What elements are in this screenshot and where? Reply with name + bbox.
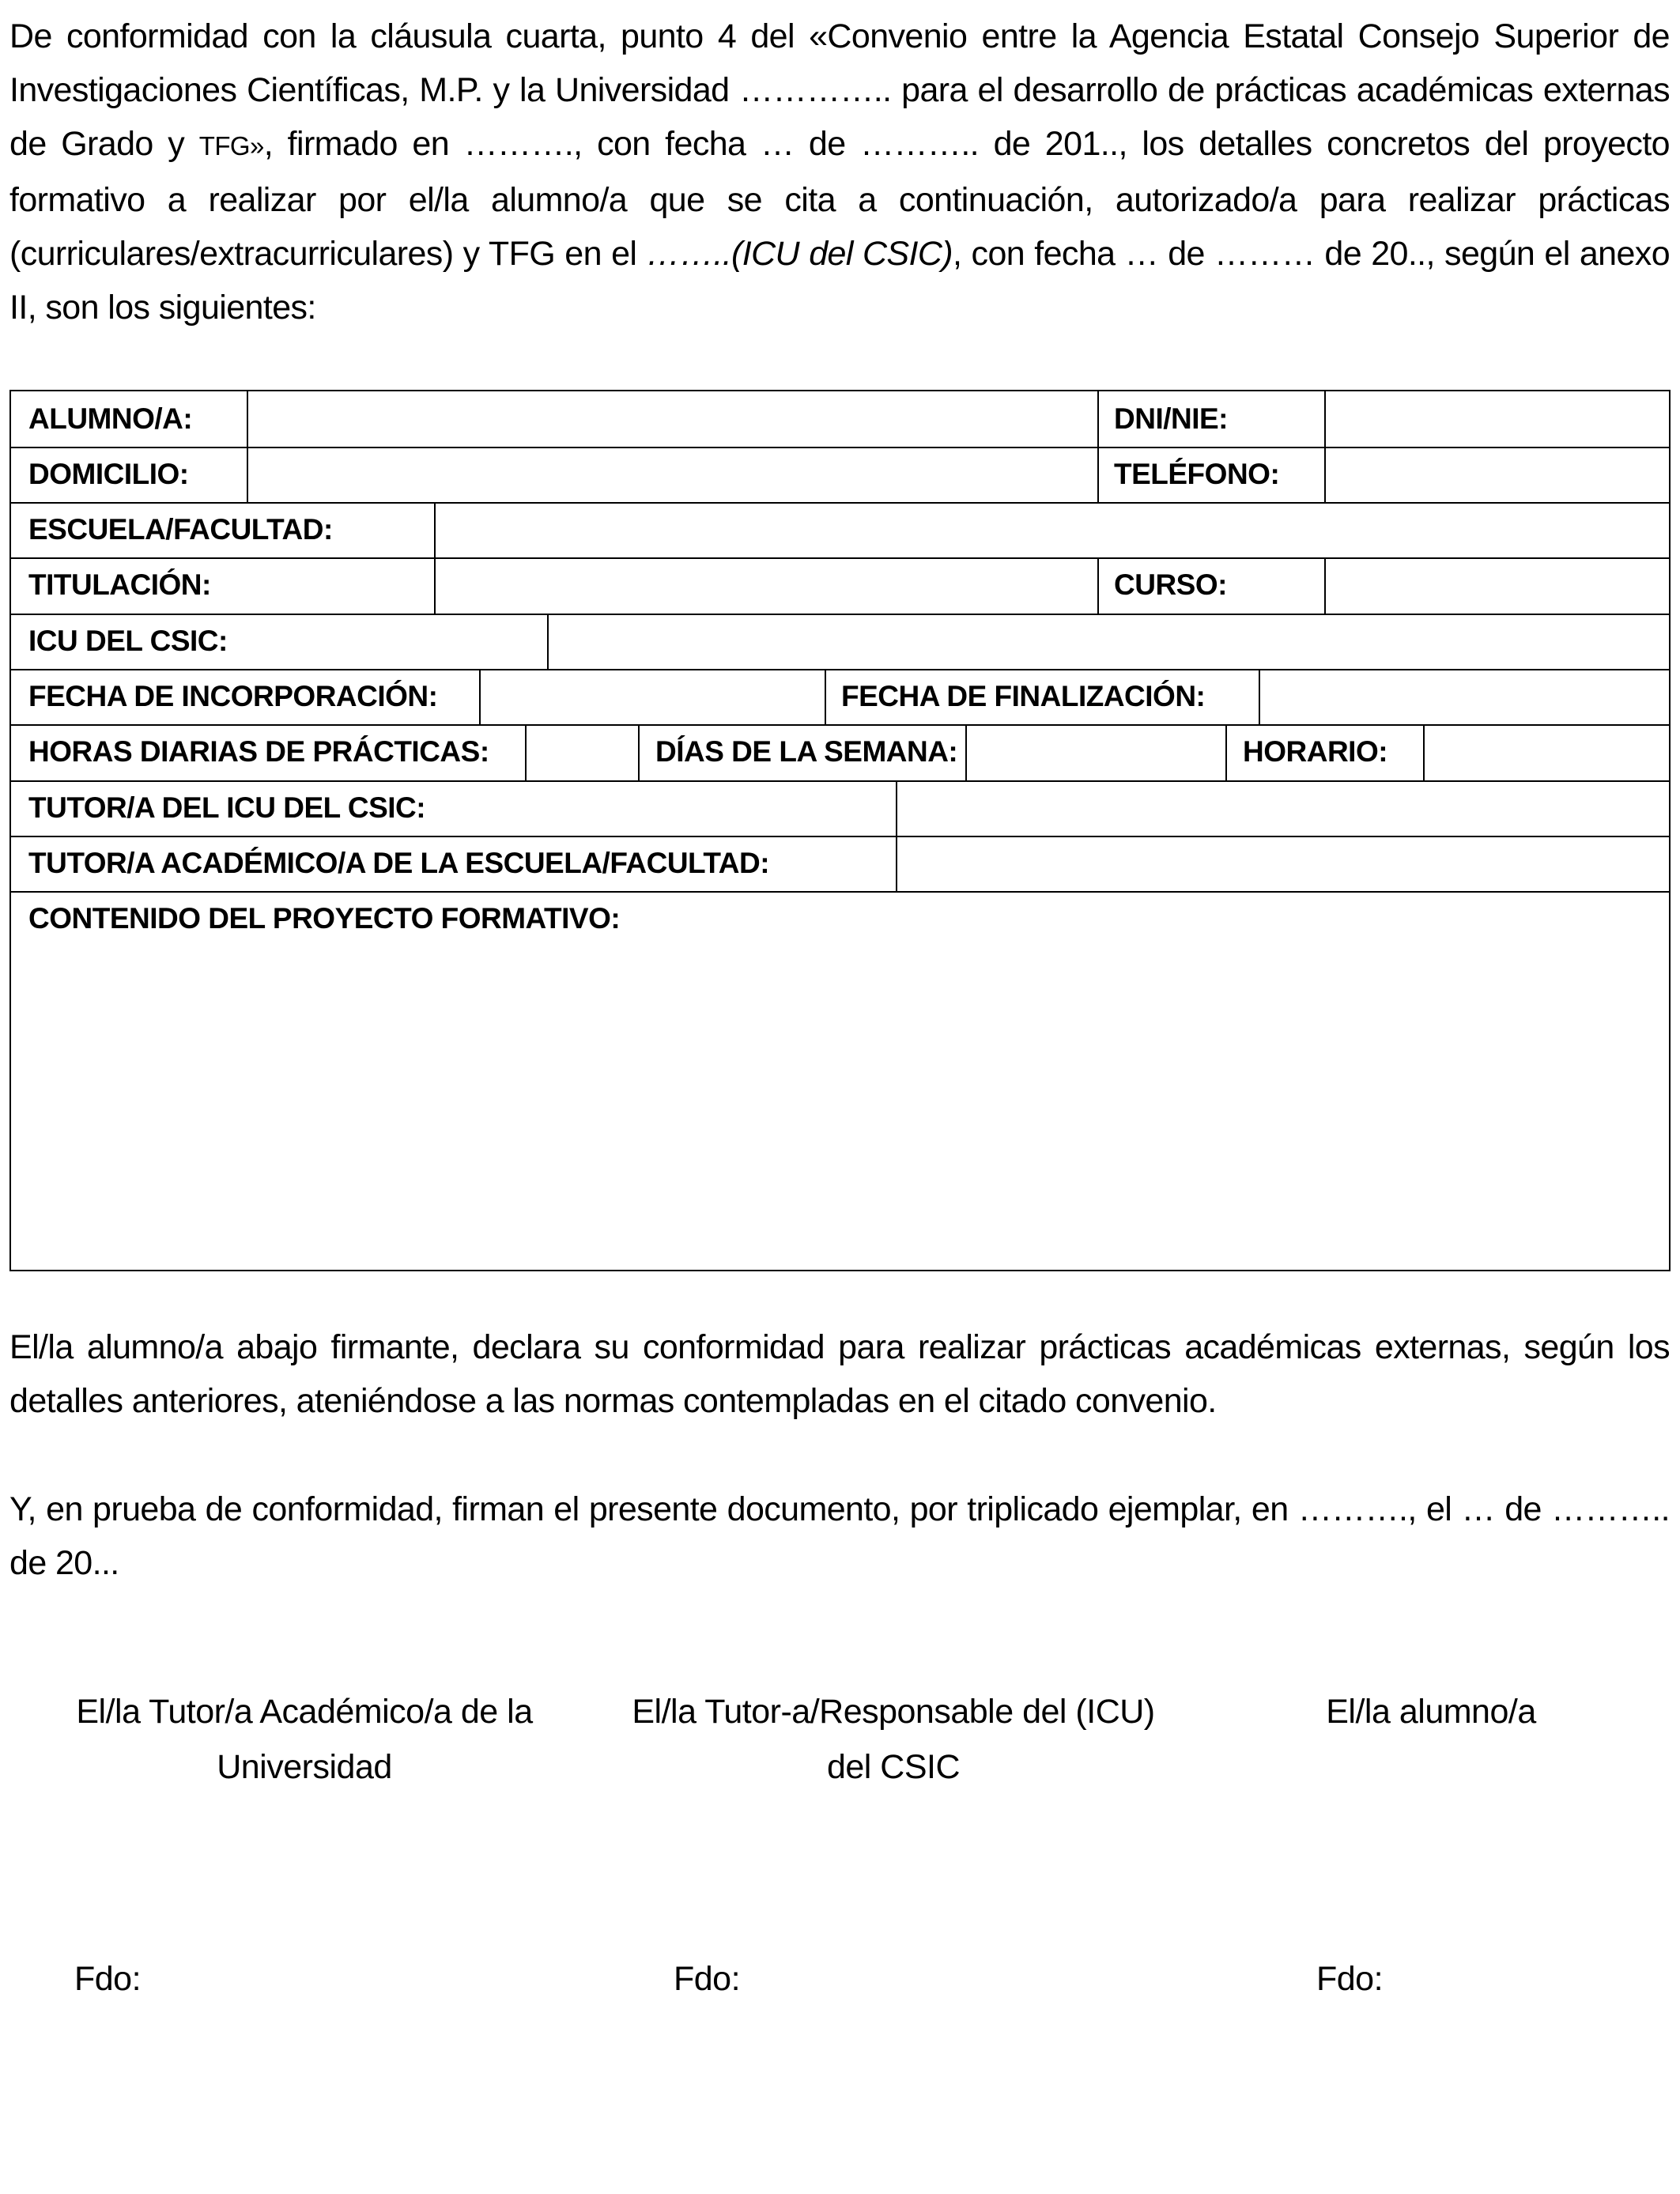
signature-alumno [1265,1684,1597,1739]
telefono-field[interactable] [1326,448,1669,500]
label-alumno: ALUMNO/A: [28,402,193,435]
label-contenido: CONTENIDO DEL PROYECTO FORMATIVO: [28,902,621,935]
label-escuela: ESCUELA/FACULTAD: [28,513,333,546]
label-fecha-incorporacion: FECHA DE INCORPORACIÓN: [28,680,438,712]
intro-text-3: , con fecha … de ……… de 20.., según el anexo II, son los siguientes: [9,235,1671,327]
label-domicilio: DOMICILIO: [28,458,189,490]
dni-field[interactable] [1326,393,1669,445]
escuela-field[interactable] [436,504,1669,556]
label-titulacion: TITULACIÓN: [28,568,211,601]
label-fecha-finalizacion: FECHA DE FINALIZACIÓN: [841,680,1206,712]
curso-field[interactable] [1326,559,1669,612]
label-tutor-academico: TUTOR/A ACADÉMICO/A DE LA ESCUELA/FACULTAD: [28,847,770,879]
titulacion-field[interactable] [436,559,1096,612]
fecha-finalizacion-field[interactable] [1260,670,1669,723]
alumno-field[interactable] [248,393,1096,445]
signature-alumno-line1: El/la alumno/a [1326,1693,1536,1731]
intro-text-2: , firmado en ………., con fecha … de ……….. de 201.., los detalles concretos del proyecto formativo a realizar por el/la alumno/a que se cita a continuación, autorizado/a para realizar prácticas (curriculares/extracurriculares) y TFG en el [9,125,1670,273]
student-data-form [9,390,1671,1271]
signature-tutor-academico [47,1684,561,1795]
signature-tutor-icu-line2: del CSIC [826,1748,961,1786]
fdo-tutor-icu: Fdo: [674,1960,741,1998]
horario-field[interactable] [1425,726,1669,779]
signature-tutor-icu-line1: El/la Tutor-a/Responsable del (ICU) [632,1693,1155,1731]
label-icu: ICU DEL CSIC: [28,625,228,657]
intro-paragraph [9,9,1670,334]
signature-tutor-icu [617,1684,1170,1795]
declaration-paragraph: El/la alumno/a abajo firmante, declara su conformidad para realizar prácticas académicas externas, según los detalles anteriores, ateniéndose a las normas contempladas en el citado convenio. [9,1328,1670,1420]
domicilio-field[interactable] [248,448,1096,500]
label-tutor-icu: TUTOR/A DEL ICU DEL CSIC: [28,791,426,824]
horas-field[interactable] [527,726,636,779]
signature-tutor-academico-line2: Universidad [217,1748,392,1786]
dias-field[interactable] [967,726,1224,779]
intro-icu: ……..(ICU del CSIC) [646,235,953,273]
fdo-alumno: Fdo: [1316,1960,1384,1998]
label-telefono: TELÉFONO: [1114,458,1280,490]
label-horario: HORARIO: [1243,735,1388,768]
contenido-field[interactable] [13,945,1669,1269]
fecha-incorporacion-field[interactable] [481,670,823,723]
intro-tfg: TFG» [198,131,264,160]
intro-text-1: De conformidad con la cláusula cuarta, punto 4 del «Convenio entre la Agencia Estatal Consejo Superior de Investigaciones Científicas, M.P. y la Universidad ………….. para el desarrollo de prácticas académicas externas de Grado y [9,17,1670,163]
label-dias: DÍAS DE LA SEMANA: [655,735,958,768]
label-horas: HORAS DIARIAS DE PRÁCTICAS: [28,735,489,768]
closing-paragraph: Y, en prueba de conformidad, firman el presente documento, por triplicado ejemplar, en ………., el … de ……….. de 20... [9,1490,1670,1582]
label-curso: CURSO: [1114,568,1227,601]
tutor-academico-field[interactable] [897,837,1669,889]
label-dni: DNI/NIE: [1114,402,1228,435]
tutor-icu-field[interactable] [897,782,1669,834]
fdo-tutor-academico: Fdo: [74,1960,142,1998]
signature-tutor-academico-line1: El/la Tutor/a Académico/a de la [76,1693,533,1731]
icu-field[interactable] [549,615,1669,667]
